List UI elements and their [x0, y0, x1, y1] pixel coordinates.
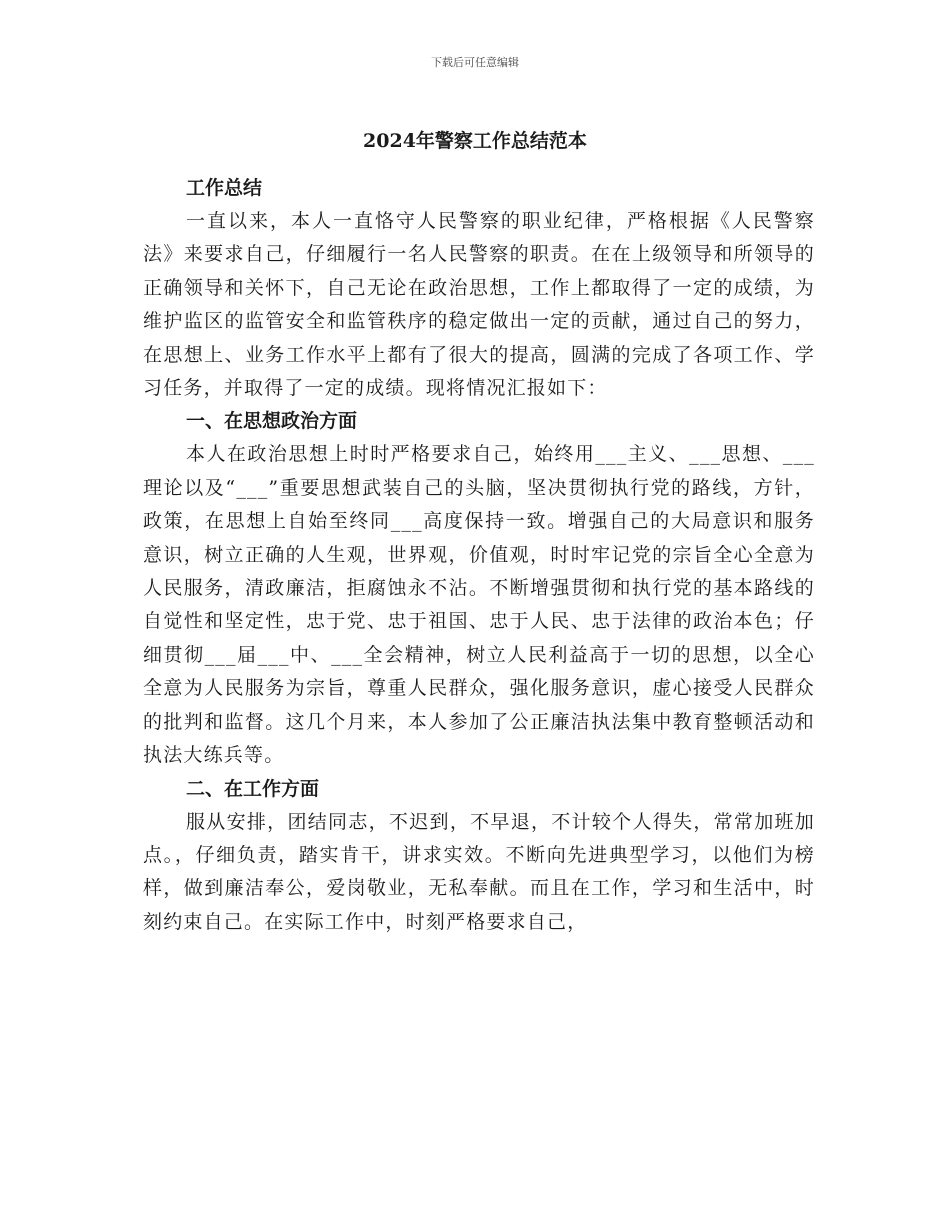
- header-note: 下载后可任意编辑: [431, 56, 519, 69]
- section-heading-work: 二、在工作方面: [186, 777, 320, 800]
- section-paragraph-summary: 一直以来，本人一直恪守人民警察的职业纪律，严格根据《人民警察法》来要求自己，仔细履行一名人民警察的职责。在在上级领导和所领导的正确领导和关怀下，自己无论在政治思想，工作上都取得了一定的成绩，为维护监区的监管安全和监管秩序的稳定做出一定的贡献，通过自己的努力，在思想上、业务工作水平上都有了很大的提高，圆满的完成了各项工作、学习任务，并取得了一定的成绩。现将情况汇报如下：: [143, 210, 815, 400]
- document-body: [143, 172, 815, 939]
- section-paragraph-political: 本人在政治思想上时时严格要求自己，始终用___主义、___思想、___理论以及“___”重要思想武装自己的头脑，坚决贯彻执行党的路线，方针，政策，在思想上自始至终同___高度保持一致。增强自己的大局意识和服务意识，树立正确的人生观，世界观，价值观，时时牢记党的宗旨全心全意为人民服务，清政廉洁，拒腐蚀永不沾。不断增强贯彻和执行党的基本路线的自觉性和坚定性，忠于党、忠于祖国、忠于人民、忠于法律的政治本色；仔细贯彻___届___中、___全会精神，树立人民利益高于一切的思想，以全心全意为人民服务为宗旨，尊重人民群众，强化服务意识，虚心接受人民群众的批判和监督。这几个月来，本人参加了公正廉洁执法集中教育整顿活动和执法大练兵等。: [143, 443, 815, 767]
- document-title: 2024年警察工作总结范本: [363, 130, 587, 152]
- section-heading-summary: 工作总结: [186, 177, 263, 199]
- section-heading-political: 一、在思想政治方面: [186, 410, 358, 433]
- section-paragraph-work: 服从安排，团结同志，不迟到，不早退，不计较个人得失，常常加班加点。，仔细负责，踏实肯干，讲求实效。不断向先进典型学习，以他们为榜样，做到廉洁奉公，爱岗敬业，无私奉献。而且在工作，学习和生活中，时刻约束自己。在实际工作中，时刻严格要求自己，: [143, 810, 815, 933]
